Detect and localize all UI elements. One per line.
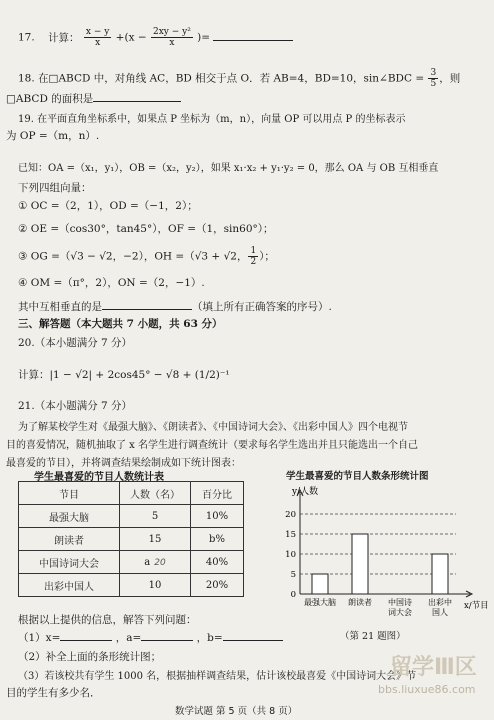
q21-sub1: （1）x= ，a= ，b= <box>18 630 283 645</box>
y-tick-label: 10 <box>285 550 296 560</box>
handwritten-note: 20 <box>154 557 166 568</box>
q19-line3: 已知：OA =（x₁，y₁），OB =（x₂，y₂），如果 x₁·x₂ + y₁·y₂ = 0，那么 OA 与 OB 互相垂直 <box>18 163 439 174</box>
table-row: 出彩中国人 10 20% <box>19 574 244 597</box>
page-footer: 数学试题 第 5 页（共 8 页） <box>175 706 298 717</box>
q18-line1: 18. 在□ABCD 中，对角线 AC，BD 相交于点 O．若 AB=4，BD=10，sin∠BDC = $\frac{3}{5}$ ，则 <box>18 68 461 89</box>
q20-head: 20.（本小题满分 7 分） <box>18 337 133 349</box>
q19-answer: 其中互相垂直的是 （填上所有正确答案的序号）. <box>18 301 332 313</box>
q21-after: 根据以上提供的信息，解答下列问题： <box>18 614 197 626</box>
watermark-main: 留学Ⅲ区 <box>390 655 477 680</box>
q21-p3: 最喜爱的节目），并将调查结果绘制成如下统计图表： <box>6 458 241 469</box>
q19-opt3: ③ OG =（√3 − √2，−2），OH =（√3 + √2， $\frac{1}{2}$ ）； <box>18 246 275 267</box>
y-tick-label: 20 <box>285 510 296 520</box>
header-percent: 百分比 <box>191 482 244 505</box>
watermark-url: bbs.liuxue86.com <box>378 683 476 696</box>
q19-opt2: ② OE =（cos30°，tan45°），OF =（1，sin60°）； <box>18 223 274 235</box>
q19-opt4: ④ OM =（π°，2），ON =（2，−1）. <box>18 277 205 289</box>
q20-expr: 计算：|1 − √2| + 2cos45° − √8 + (1/2)⁻¹ <box>18 369 230 381</box>
q17-frac1: $\frac{x - y}{x}$ <box>85 27 110 48</box>
q21-p1: 为了解某校学生对《最强大脑》、《朗读者》、《中国诗词大会》、《出彩中国人》四个电视节 <box>18 422 408 433</box>
q18-line2: □ABCD 的面积是 <box>6 91 181 106</box>
q17-mid: +(x − <box>115 31 147 44</box>
x-tick-label: 最强大脑 <box>304 598 336 607</box>
y-tick-label: 0 <box>290 590 296 600</box>
q18-frac: $\frac{3}{5}$ <box>430 68 437 89</box>
q19-line4: 下列四组向量： <box>18 182 92 194</box>
q21-p2: 目的喜爱情况，随机抽取了 x 名学生进行调查统计（要求每名学生选出并且只能选出一个自己 <box>6 440 418 451</box>
y-tick-label: 5 <box>290 570 296 580</box>
q21-sub2: （2）补全上面的条形统计图； <box>18 651 162 663</box>
q17-end: )= <box>197 31 211 44</box>
q19-line1: 19. 在平面直角坐标系中，如果点 P 坐标为（m，n），向量 OP 可以用点 P 的坐标表示 <box>18 114 406 125</box>
bar-chart <box>262 482 489 622</box>
chart-title: 学生最喜爱的节目人数条形统计图 <box>286 471 429 482</box>
q21-sub3a: （3）若该校共有学生 1000 名，根据抽样调查结果，估计该校最喜爱《中国诗词大会》节 <box>18 671 417 682</box>
x-tick-label: 朗读者 <box>348 598 372 607</box>
table-header-row <box>19 482 244 505</box>
bar <box>352 534 368 594</box>
table-title: 学生最喜爱的节目人数统计表 <box>34 472 164 483</box>
q19-line2: 为 OP =（m，n）. <box>6 130 100 142</box>
table-row: 中国诗词大会 a 20 40% <box>19 551 244 574</box>
q21-sub3b: 目的学生有多少名． <box>6 687 101 699</box>
stats-table <box>18 481 244 597</box>
figure-caption: （第 21 题图） <box>340 631 406 642</box>
x-tick-label: 中国诗词大会 <box>388 598 412 617</box>
q18-answer-blank <box>93 101 181 102</box>
y-tick-label: 15 <box>285 530 296 540</box>
q19-answer-blank <box>102 309 192 310</box>
q17-num: 17. <box>18 31 35 44</box>
q17-frac2: $\frac{\text{2xy − y²}}{x}$ <box>152 27 191 48</box>
bar <box>312 574 328 594</box>
bar <box>432 554 448 594</box>
q17-label: 计算： <box>48 31 80 44</box>
q17 <box>18 27 293 48</box>
table-row: 朗读者 15 b% <box>19 528 244 551</box>
x-axis-label: x/节目 <box>464 601 489 611</box>
header-program: 节目 <box>19 482 120 505</box>
table-row: 最强大脑 5 10% <box>19 505 244 528</box>
q21-head: 21.（本小题满分 7 分） <box>18 400 133 412</box>
q17-answer-blank <box>213 40 293 41</box>
q19-opt1: ① OC =（2，1），OD =（−1，2）； <box>18 200 198 212</box>
y-axis-label: y/人数 <box>292 487 319 497</box>
header-count: 人数（名） <box>120 482 191 505</box>
x-tick-label: 出彩中国人 <box>428 598 452 617</box>
section-heading: 三、解答题（本大题共 7 小题，共 63 分） <box>18 318 223 330</box>
